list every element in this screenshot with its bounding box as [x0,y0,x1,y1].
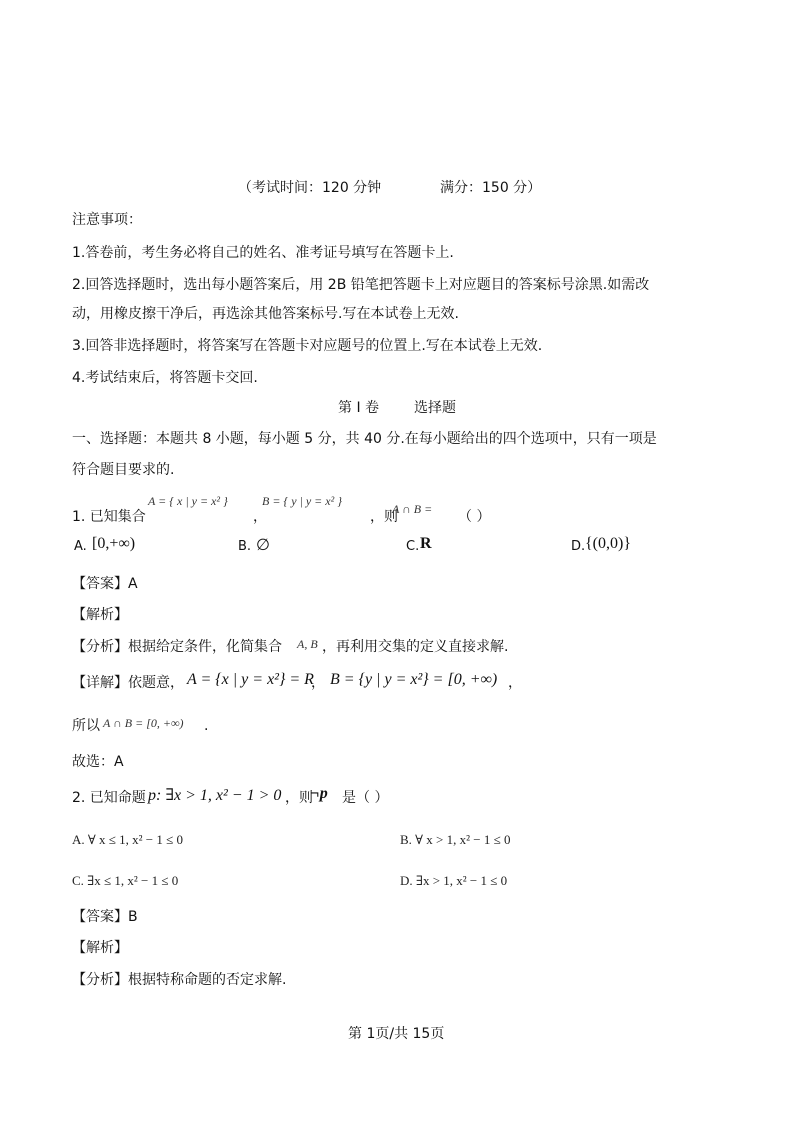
q1-fenxi-suffix: ，再利用交集的定义直接求解. [322,639,509,655]
q2-neg-p: ¬p [310,785,328,802]
q1-option-d-label: D. [571,539,586,554]
note-item-3: 3.回答非选择题时，将答案写在答题卡对应题号的位置上.写在本试卷上无效. [72,338,543,354]
q1-so-end: . [204,718,209,734]
q2-analysis: 【解析】 [72,940,128,956]
q1-option-b-label: B. [238,539,252,554]
q1-option-d-value: {(0,0)} [585,535,632,552]
q1-detail-math2: B = {y | y = x²} = [0, +∞) [330,671,498,688]
q1-option-a-label: A. [74,539,87,554]
q1-paren: （ ） [458,509,491,525]
q2-option-d: D. ∃x > 1, x² − 1 ≤ 0 [400,873,508,888]
q1-option-b-value: ∅ [256,537,270,554]
q1-set-b: B = { y | y = x² } [262,494,342,508]
q1-analysis: 【解析】 [72,607,128,623]
page-number: 第 1页/共 15页 [348,1026,445,1042]
q2-option-c: C. ∃x ≤ 1, x² − 1 ≤ 0 [72,873,179,888]
q1-option-a-value: [0,+∞) [92,535,136,552]
q2-proposition: p: ∃x > 1, x² − 1 > 0 [148,787,282,804]
q1-option-c-value: R [420,535,432,552]
q2-option-a: A. ∀ x ≤ 1, x² − 1 ≤ 0 [72,832,183,847]
q1-answer: 【答案】A [72,576,138,592]
q1-expr: A ∩ B = [392,502,433,516]
note-item-1: 1.答卷前，考生务必将自己的姓名、准考证号填写在答题卡上. [72,245,454,261]
q1-detail-end: ， [508,675,522,691]
section-intro-line1: 一、选择题：本题共 8 小题，每小题 5 分，共 40 分.在每小题给出的四个选项中，只有一项是 [72,431,657,447]
q1-detail-comma: ， [311,675,325,691]
section-subtitle: 选择题 [414,400,456,416]
note-item-2: 2.回答选择题时，选出每小题答案后，用 2B 铅笔把答题卡上对应题目的答案标号涂黑.如需改 [72,277,650,293]
note-item-2-cont: 动，用橡皮擦干净后，再选涂其他答案标号.写在本试卷上无效. [72,306,459,322]
q1-detail-prefix: 【详解】依题意， [72,675,184,691]
q2-suffix: 是（ ） [342,790,389,806]
note-item-4: 4.考试结束后，将答题卡交回. [72,370,258,386]
q2-then: ，则 [285,790,313,806]
q1-then: ，则 [370,509,398,525]
q1-detail-math1: A = {x | y = x²} = R [187,671,314,688]
q1-fenxi-prefix: 【分析】根据给定条件，化简集合 [72,639,282,655]
q2-answer: 【答案】B [72,909,138,925]
q2-prefix: 2. 已知命题 [72,790,146,806]
q1-choose: 故选：A [72,754,124,770]
section-intro-line2: 符合题目要求的. [72,462,175,478]
q1-set-a: A = { x | y = x² } [148,494,228,508]
notes-title: 注意事项： [72,212,142,228]
q1-prefix: 1. 已知集合 [72,509,146,525]
q1-so-math: A ∩ B = [0, +∞) [103,716,184,730]
q1-so-prefix: 所以 [72,718,100,734]
q1-comma: ， [253,509,267,525]
q1-fenxi-math: A, B [297,637,318,651]
section-title: 第 I 卷 [338,400,380,416]
q2-fenxi: 【分析】根据特称命题的否定求解. [72,972,287,988]
q1-option-c-label: C. [406,539,420,554]
full-score: 满分：150 分） [440,180,542,196]
exam-time: （考试时间：120 分钟 [238,180,382,196]
q2-option-b: B. ∀ x > 1, x² − 1 ≤ 0 [400,832,511,847]
